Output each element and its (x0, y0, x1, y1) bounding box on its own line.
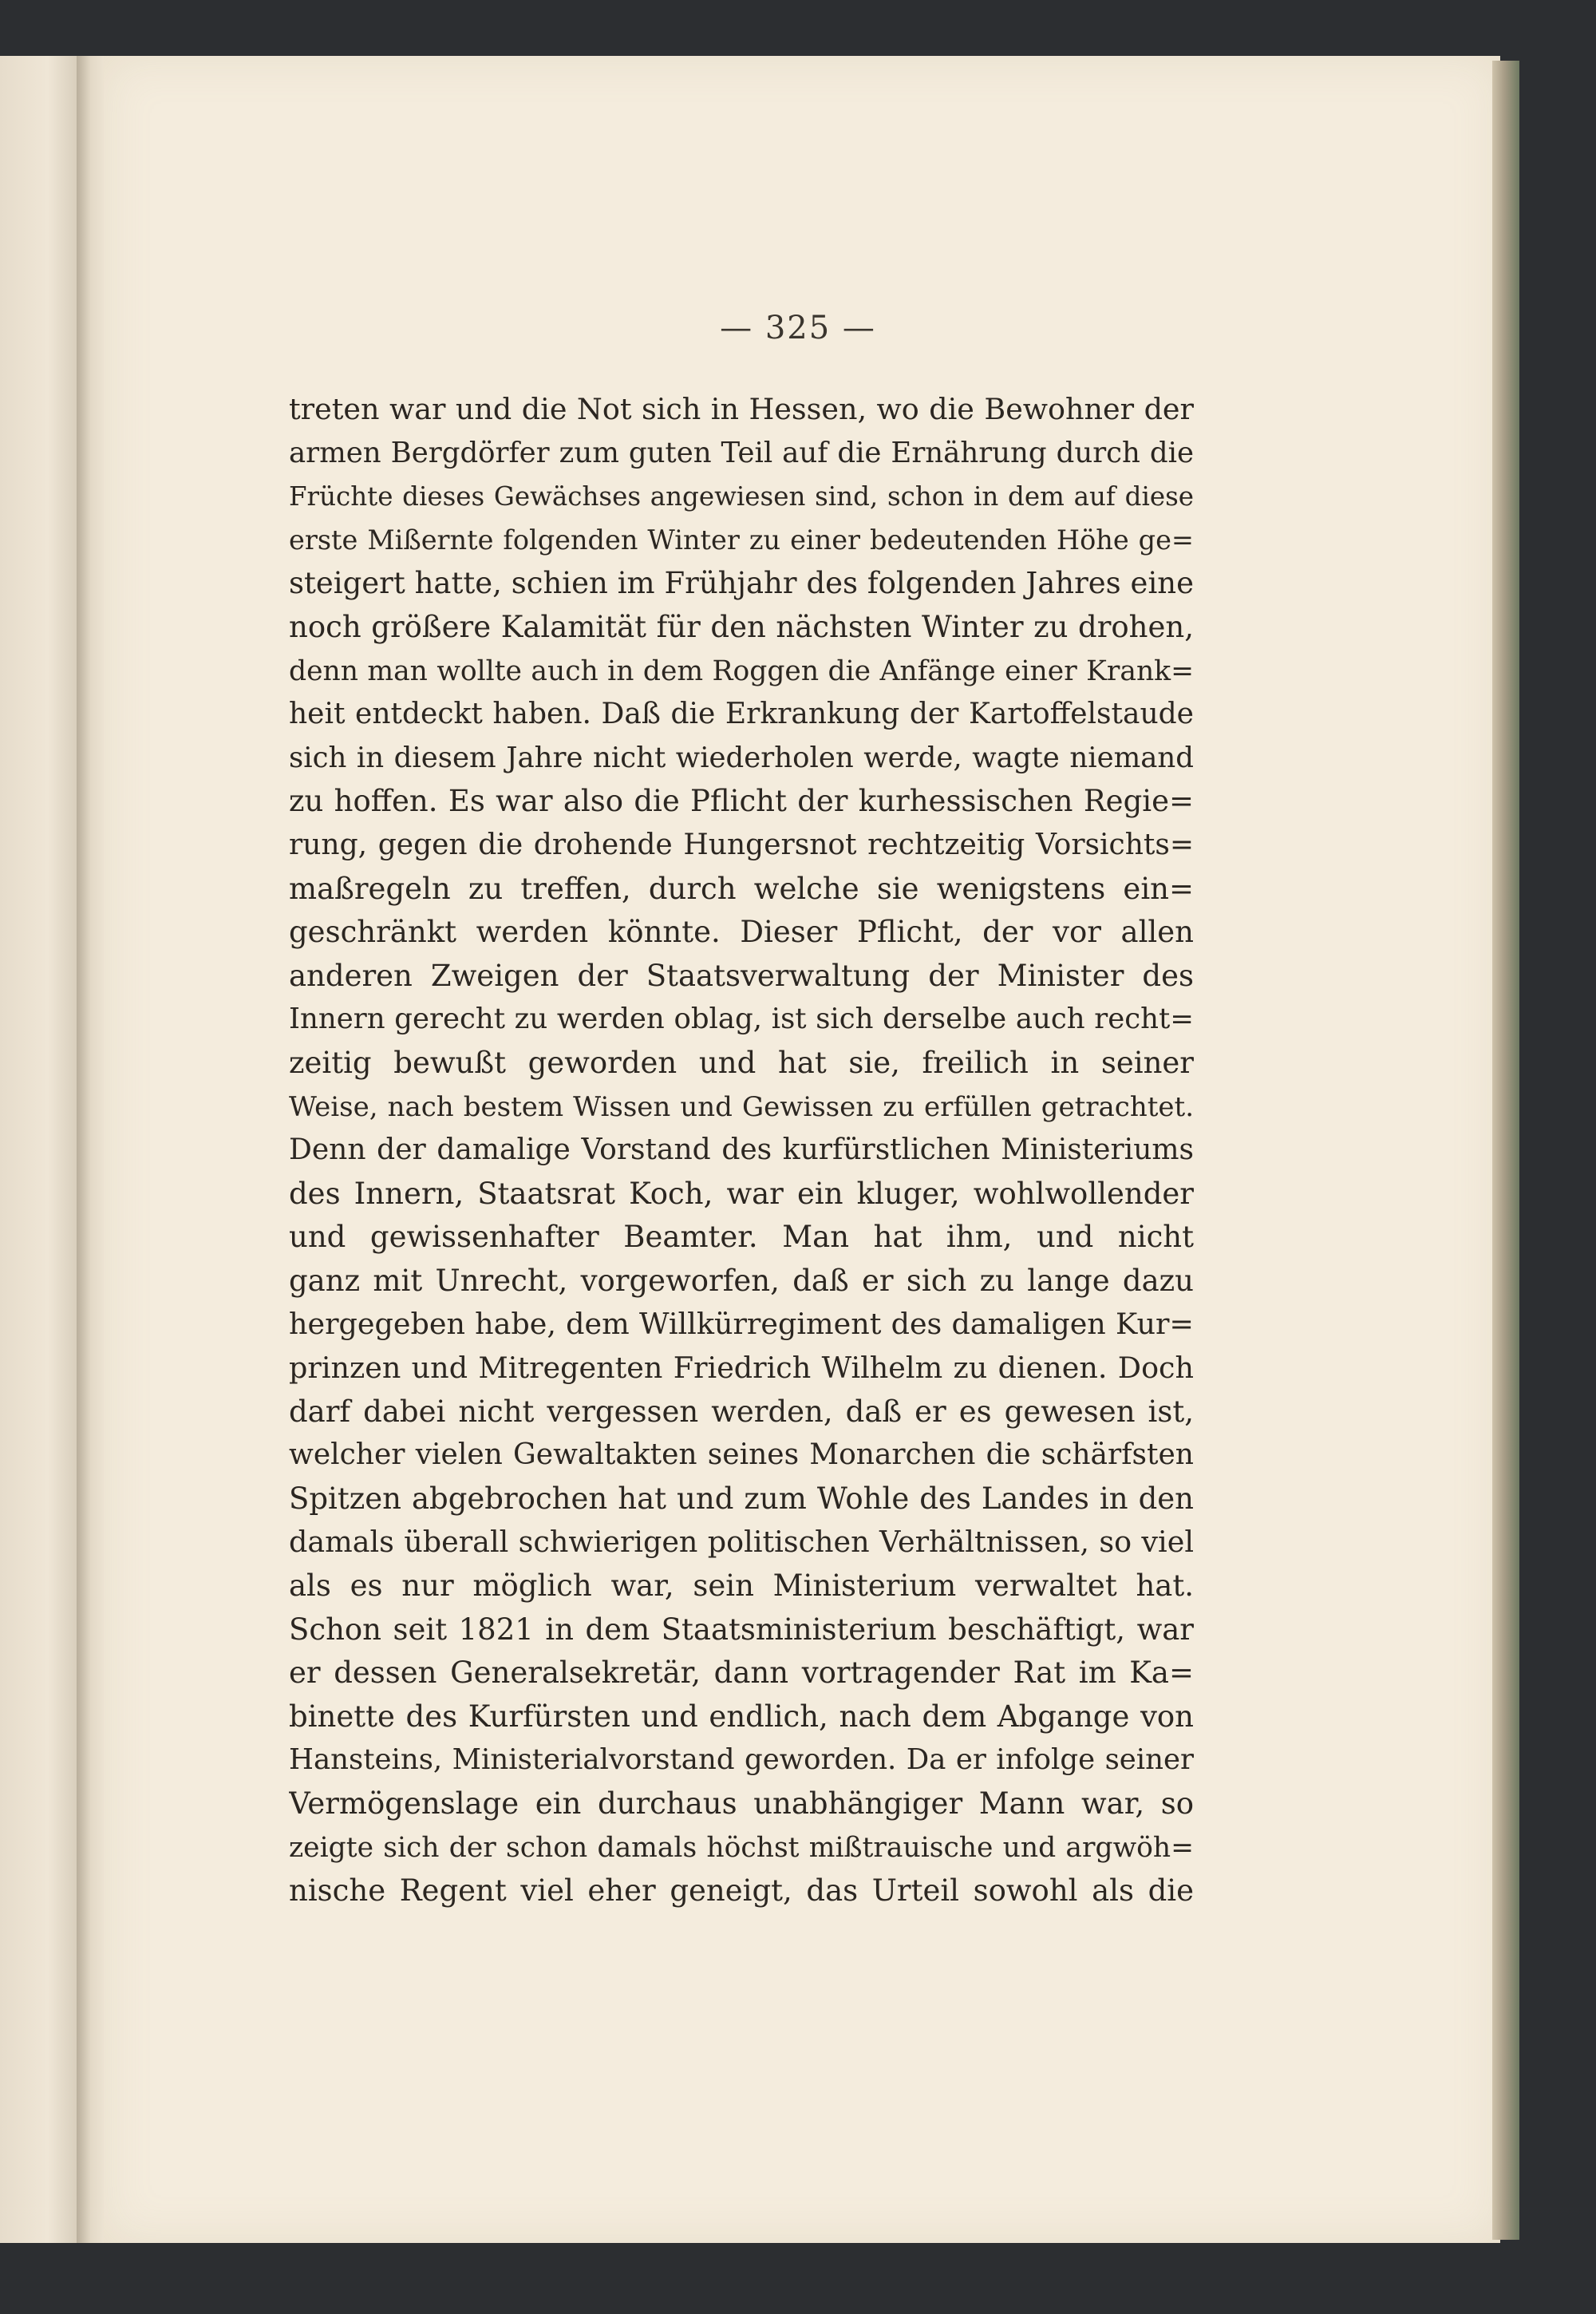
text-line: denn man wollte auch in dem Roggen die Anfänge einer Krank= (289, 655, 1194, 687)
text-line: steigert hatte, schien im Frühjahr des folgenden Jahres eine (289, 566, 1194, 601)
text-line: geschränkt werden könnte. Dieser Pflicht, der vor allen (289, 915, 1194, 950)
text-line: erste Mißernte folgenden Winter zu einer bedeutenden Höhe ge= (289, 524, 1194, 556)
page-number: — 325 — (720, 310, 876, 346)
text-line: zeitig bewußt geworden und hat sie, freilich in seiner (289, 1045, 1194, 1080)
text-line: treten war und die Not sich in Hessen, wo die Bewohner der (289, 392, 1194, 426)
text-line: Schon seit 1821 in dem Staatsministerium beschäftigt, war (289, 1612, 1194, 1647)
text-line: heit entdeckt haben. Daß die Erkrankung der Kartoffelstaude (289, 698, 1194, 731)
page-stack-edge (1492, 61, 1519, 2240)
text-line: maßregeln zu treffen, durch welche sie wenigstens ein= (289, 871, 1194, 906)
text-line: rung, gegen die drohende Hungersnot rechtzeitig Vorsichts= (289, 828, 1194, 861)
text-line: ganz mit Unrecht, vorgeworfen, daß er sich zu lange dazu (289, 1263, 1194, 1298)
text-line: und gewissenhafter Beamter. Man hat ihm, und nicht (289, 1220, 1194, 1255)
text-line: sich in diesem Jahre nicht wiederholen werde, wagte niemand (289, 741, 1194, 774)
text-line: zeigte sich der schon damals höchst mißtrauische und argwöh= (289, 1831, 1194, 1864)
text-line: Innern gerecht zu werden oblag, ist sich derselbe auch recht= (289, 1003, 1194, 1036)
text-line: des Innern, Staatsrat Koch, war ein kluger, wohlwollender (289, 1176, 1194, 1211)
text-line: welcher vielen Gewaltakten seines Monarchen die schärfsten (289, 1438, 1194, 1472)
text-line: prinzen und Mitregenten Friedrich Wilhelm zu dienen. Doch (289, 1351, 1194, 1386)
text-line: nische Regent viel eher geneigt, das Urteil sowohl als die (289, 1873, 1194, 1909)
text-line: zu hoffen. Es war also die Pflicht der kurhessischen Regie= (289, 784, 1194, 819)
text-line: Früchte dieses Gewächses angewiesen sind, schon in dem auf diese (289, 481, 1194, 512)
text-line: damals überall schwierigen politischen Verhältnissen, so viel (289, 1525, 1194, 1560)
text-line: Hansteins, Ministerialvorstand geworden. Da er infolge seiner (289, 1743, 1194, 1777)
text-line: Denn der damalige Vorstand des kurfürstlichen Ministeriums (289, 1133, 1194, 1167)
text-line: armen Bergdörfer zum guten Teil auf die Ernährung durch die (289, 436, 1194, 469)
text-line: er dessen Generalsekretär, dann vortragender Rat im Ka= (289, 1655, 1194, 1691)
body-text (289, 388, 1194, 1913)
text-line: anderen Zweigen der Staatsverwaltung der Minister des (289, 958, 1194, 993)
text-line: Vermögenslage ein durchaus unabhängiger Mann war, so (289, 1786, 1194, 1821)
book-gutter (77, 56, 105, 2243)
text-line: binette des Kurfürsten und endlich, nach dem Abgange von (289, 1699, 1194, 1734)
text-line: Weise, nach bestem Wissen und Gewissen zu erfüllen getrachtet. (289, 1090, 1194, 1123)
text-line: noch größere Kalamität für den nächsten Winter zu drohen, (289, 609, 1194, 644)
facing-page-edge (0, 56, 80, 2243)
text-line: hergegeben habe, dem Willkürregiment des damaligen Kur= (289, 1307, 1194, 1342)
text-line: als es nur möglich war, sein Ministerium verwaltet hat. (289, 1568, 1194, 1604)
text-line: Spitzen abgebrochen hat und zum Wohle des Landes in den (289, 1481, 1194, 1516)
text-line: darf dabei nicht vergessen werden, daß er es gewesen ist, (289, 1394, 1194, 1429)
